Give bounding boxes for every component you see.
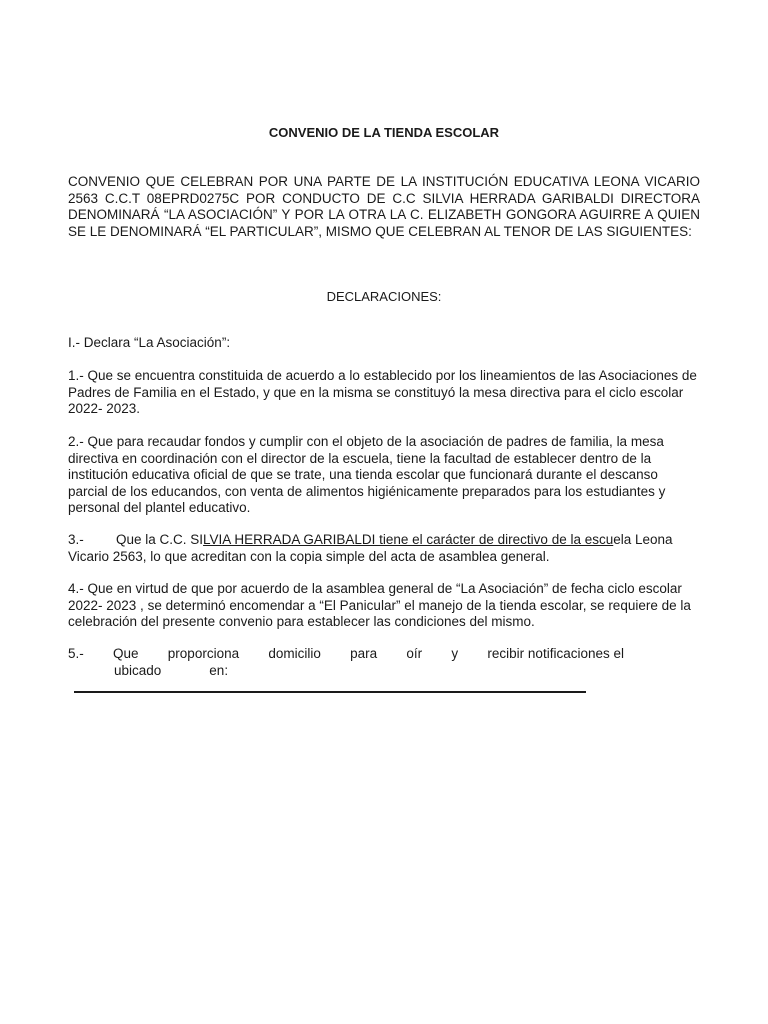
item-5-number: 5.- [68, 646, 84, 661]
declaration-item-3 [68, 532, 700, 565]
item-5-line-2 [68, 663, 700, 680]
declaration-item-2: 2.- Que para recaudar fondos y cumplir con el objeto de la asociación de padres de familia, la mesa directiva en coordinación con el director de la escuela, tiene la facultad de establecer dentro de la institución educativa oficial de que se trate, una tienda escolar que funcionará durante el descanso parcial de los educandos, con venta de alimentos higiénicamente preparados para los estudiantes y personal del plantel educativo. [68, 434, 666, 515]
item-3-text-before: Que la C.C. SI [116, 532, 204, 547]
declaration-item-1: 1.- Que se encuentra constituida de acuerdo a lo establecido por los lineamientos de las Asociaciones de Padres de Familia en el Estado, y que en la misma se constituyó la mesa directiva para el ciclo escolar 2022- 2023. [68, 368, 697, 416]
section-heading: I.- Declara “La Asociación”: [68, 335, 231, 350]
item-3-text-after: ela Leona Vicario 2563, lo que acreditan con la copia simple del acta de asamblea general. [68, 532, 673, 564]
item-5-word: ubicado [114, 662, 162, 678]
declaration-item-4: 4.- Que en virtud de que por acuerdo de la asamblea general de “La Asociación” de fecha ciclo escolar 2022- 2023 , se determinó encomendar a “El Panicular” el manejo de la tienda escolar, se requiere de la celebración del presente convenio para establecer las condiciones del mismo. [68, 581, 691, 629]
document-title: CONVENIO DE LA TIENDA ESCOLAR [268, 125, 500, 140]
declaraciones-heading: DECLARACIONES: [326, 289, 442, 304]
item-5-word: Que [113, 646, 139, 661]
address-blank-line [74, 691, 586, 693]
item-5-word: proporciona [167, 646, 240, 661]
item-3-text-underlined: LVIA HERRADA GARIBALDI tiene el carácter de directivo de la escu [203, 532, 614, 547]
item-3-number: 3.- [68, 532, 84, 547]
item-5-line-1 [68, 646, 624, 663]
intro-paragraph: CONVENIO QUE CELEBRAN POR UNA PARTE DE LA INSTITUCIÓN EDUCATIVA LEONA VICARIO 2563 C.C.T 08EPRD0275C POR CONDUCTO DE C.C SILVIA HERRADA GARIBALDI DIRECTORA DENOMINARÁ “LA ASOCIACIÓN” Y POR LA OTRA LA C. ELIZABETH GONGORA AGUIRRE A QUIEN SE LE DENOMINARÁ “EL PARTICULAR”, MISMO QUE CELEBRAN AL TENOR DE LAS SIGUIENTES: [68, 174, 700, 239]
item-5-word: para [350, 646, 378, 661]
item-5-word: y [451, 646, 459, 661]
item-5-word: recibir notificaciones el [487, 646, 624, 661]
item-5-word: oír [406, 646, 423, 661]
declaration-item-5 [68, 646, 700, 679]
item-5-word: domicilio [268, 646, 321, 661]
item-5-word: en: [209, 662, 229, 678]
